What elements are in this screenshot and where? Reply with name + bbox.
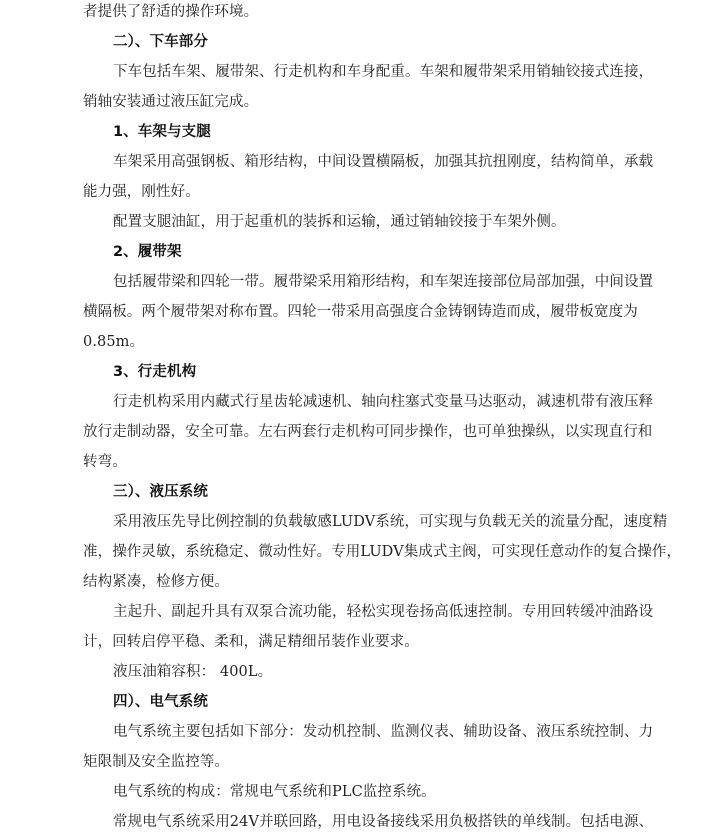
- paragraph-line: 电气系统主要包括如下部分：发动机控制、监测仪表、辅助设备、液压系统控制、力: [113, 724, 654, 740]
- paragraph-line: 主起升、副起升具有双泵合流功能，轻松实现卷扬高低速控制。专用回转缓冲油路设: [113, 604, 654, 620]
- paragraph-line: 销轴安装通过液压缸完成。: [83, 94, 259, 110]
- paragraph-line: 能力强，刚性好。: [83, 184, 200, 200]
- subsection-heading: 2、履带架: [113, 244, 182, 260]
- paragraph-line: 者提供了舒适的操作环境。: [83, 4, 259, 20]
- paragraph-line: 液压油箱容积： 400L。: [113, 664, 273, 680]
- paragraph-line: 配置支腿油缸，用于起重机的装拆和运输，通过销轴铰接于车架外侧。: [113, 214, 566, 230]
- section-heading: 二）、下车部分: [113, 34, 208, 50]
- paragraph-line: 下车包括车架、履带架、行走机构和车身配重。车架和履带架采用销轴铰接式连接，: [113, 64, 654, 80]
- paragraph-line: 计，回转启停平稳、柔和，满足精细吊装作业要求。: [83, 634, 419, 650]
- paragraph-line: 横隔板。两个履带架对称布置。四轮一带采用高强度合金铸钢铸造而成，履带板宽度为: [83, 304, 638, 320]
- paragraph-line: 放行走制动器，安全可靠。左右两套行走机构可同步操作，也可单独操纵，以实现直行和: [83, 424, 653, 440]
- paragraph-line: 结构紧凑，检修方便。: [83, 574, 229, 590]
- paragraph-line: 采用液压先导比例控制的负载敏感LUDV系统，可实现与负载无关的流量分配，速度精: [113, 514, 668, 530]
- paragraph-line: 0.85m。: [83, 334, 145, 350]
- paragraph-line: 包括履带梁和四轮一带。履带梁采用箱形结构，和车架连接部位局部加强，中间设置: [113, 274, 654, 290]
- subsection-heading: 1、车架与支腿: [113, 124, 211, 140]
- paragraph-line: 电气系统的构成：常规电气系统和PLC监控系统。: [113, 784, 436, 800]
- paragraph-line: 准，操作灵敏，系统稳定、微动性好。专用LUDV集成式主阀，可实现任意动作的复合操作，: [83, 544, 682, 560]
- paragraph-line: 转弯。: [83, 454, 127, 470]
- paragraph-line: 矩限制及安全监控等。: [83, 754, 229, 770]
- section-heading: 四）、电气系统: [113, 694, 208, 710]
- paragraph-line: 车架采用高强钢板、箱形结构，中间设置横隔板，加强其抗扭刚度，结构简单，承载: [113, 154, 654, 170]
- subsection-heading: 3、行走机构: [113, 364, 197, 380]
- paragraph-line: 常规电气系统采用24V并联回路，用电设备接线采用负极搭铁的单线制。包括电源、: [113, 814, 654, 830]
- section-heading: 三）、液压系统: [113, 484, 208, 500]
- paragraph-line: 行走机构采用内藏式行星齿轮减速机、轴向柱塞式变量马达驱动，减速机带有液压释: [113, 394, 654, 410]
